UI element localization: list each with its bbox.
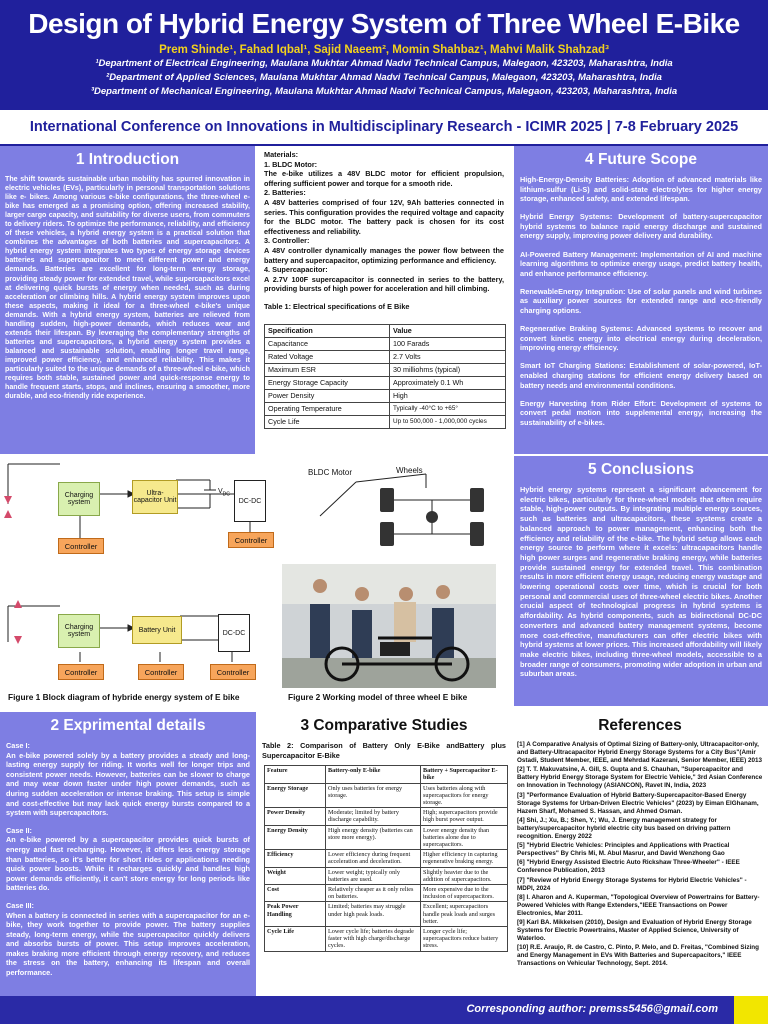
affiliation-1: ¹Department of Electrical Engineering, Maulana Mukhtar Ahmad Nadvi Technical Campus, Malegaon, 423203, Maharashtra, India [95, 58, 673, 69]
comp-cell: Weight [265, 867, 326, 884]
case2-text: An e-bike powered by a supercapacitor provides quick bursts of energy and fast recharging. However, it offers less energy storage than batteries, so it's better for short rides or applications needing quick power boosts. While it recharges quickly and handles high power demands efficiently, it can't store energy for long periods like batteries do. [6, 835, 250, 893]
comp-cell: Lower weight; typically only batteries are used. [326, 867, 421, 884]
future-scope-title: 4 Future Scope [585, 151, 697, 168]
spec-table-header [265, 324, 506, 337]
figure2-caption: Figure 2 Working model of three wheel E bike [288, 692, 468, 702]
comp-cell: Longer cycle life; supercapacitors reduce battery stress. [421, 927, 508, 952]
conference-banner: International Conference on Innovations in Multidisciplinary Research - ICIMR 2025 | 7-8 February 2025 [0, 111, 768, 146]
reference-item: [6] "Hybrid Energy Assisted Electric Auto Rickshaw Three-Wheeler" - IEEE Conference Publication, 2013 [517, 859, 740, 875]
case2-label: Case II: [6, 825, 32, 835]
diagram-controller-bottom-middle: Controller [138, 664, 184, 680]
future-item: Regenerative Braking Systems: Advanced systems to recover and convert kinetic energy into electrical energy during deceleration, improving energy efficiency. [520, 324, 762, 353]
comp-header-battery: Battery-only E-bike [326, 766, 421, 783]
future-scope-panel [514, 146, 768, 454]
spec-table [264, 324, 506, 429]
working-model-photo [282, 564, 496, 688]
spec-cell: Maximum ESR [265, 363, 390, 376]
diagram-controller-top-right: Controller [228, 532, 274, 548]
diagram-controller-bottom-left: Controller [58, 664, 104, 680]
material-supercap-text: A 2.7V 100F supercapacitor is connected in series to the battery, providing bursts of high power for acceleration and hill climbing. [264, 274, 504, 294]
spec-cell: 2.7 Volts [390, 350, 506, 363]
figure1-caption: Figure 1 Block diagram of hybride energy system of E bike [8, 692, 240, 702]
comp-cell: Energy Density [265, 825, 326, 850]
diagram-charging-system-bottom: Charging system [58, 614, 100, 648]
comp-cell: Slightly heavier due to the addition of supercapacitors. [421, 867, 508, 884]
comp-cell: Higher efficiency in capturing regenerative braking energy. [421, 850, 508, 867]
diagram-controller-top-left: Controller [58, 538, 104, 554]
diagram-controller-bottom-right: Controller [210, 664, 256, 680]
diagram-ultracapacitor-unit: Ultra-capacitor Unit [132, 480, 178, 514]
working-model-photo-illustration [282, 564, 496, 688]
reference-item: [3] "Performance Evaluation of Hybrid Battery-Supercapacitor-Based Energy Storage Systems for Urban-Driven Electric Vehicles" (2023) by Eiman ElGhanam, Hazem Sharf, Mohamed S. Hassan, and Ahmed Osman. [517, 791, 759, 815]
wheels-label: Wheels [396, 466, 423, 475]
references-panel [512, 712, 768, 996]
introduction-title: 1 Introduction [75, 151, 180, 168]
table-row [265, 902, 508, 927]
comparative-title: 3 Comparative Studies [300, 717, 468, 734]
materials-heading: Materials: [264, 150, 299, 159]
comparison-table [264, 765, 508, 951]
material-controller-text: A 48V controller dynamically manages the power flow between the battery and supercapacitor, optimizing performance and efficiency. [264, 245, 504, 265]
comparative-panel [258, 712, 510, 996]
spec-cell: Capacitance [265, 337, 390, 350]
comp-cell: More expensive due to the inclusion of supercapacitors. [421, 885, 508, 902]
table-row [265, 885, 508, 902]
case1-label: Case I: [6, 741, 30, 750]
comp-cell: Peak Power Handling [265, 902, 326, 927]
spec-cell: Cycle Life [265, 415, 390, 428]
comp-cell: High energy density (batteries can store more energy). [326, 825, 421, 850]
comp-header-hybrid: Battery + Supercapacitor E-bike [421, 766, 508, 783]
figure2-panel [276, 456, 514, 706]
reference-item: [4] Shi, J.; Xu, B.; Shen, Y.; Wu, J. Energy management strategy for battery/supercapacitor hybrid electric city bus based on driving pattern recognition. Energy 2022 [517, 816, 731, 841]
comp-cell: Uses batteries along with supercapacitors for energy storage. [421, 783, 508, 808]
material-batteries-label: 2. Batteries: [264, 188, 306, 198]
future-item: Smart IoT Charging Stations: Establishment of solar-powered, IoT-enabled charging stations for efficient energy delivery based on battery needs and environmental conditions. [520, 361, 762, 390]
case1-text: An e-bike powered solely by a battery provides a steady and long-lasting energy supply for riding. It works well for longer trips and consistent power needs. However, batteries can be slower to charge and may wear down faster under high power demands, such as during sudden acceleration or intense braking. This setup is simple and cost-effective but may lack quick energy bursts compared to a system with supercapacitors. [6, 750, 250, 818]
conclusions-text: Hybrid energy systems represent a significant advancement for electric bikes, particularly for three-wheel models that often require stable, high-power outputs. By integrating multiple energy sources, such as batteries and ultracapacitors, these systems create a balanced approach to power management, enhancing both the efficiency and reliability of the e-bike. The hybrid setup allows each energy source to perform where it excels: ultracapacitors handle high power surges and regenerative braking energy, while batteries provide sustained energy for extended travel. This combination results in more efficient energy usage, reducing energy wastage and lowering operational costs over time, which is crucial for both personal and commercial uses of three-wheel electric bikes. Another crucial aspect of technological progress in hybrid systems is affordability. As hybrid components, such as bidirectional DC-DC converters and advanced battery management systems, become more cost-effective, manufacturers can offer electric bikes with hybrid systems at lower prices. This increased affordability will likely make electric bikes, including three-wheel models, accessible to a broader range of consumers, promoting wider adoption in urban and suburban areas. [520, 485, 762, 679]
reference-item: [1] A Comparative Analysis of Optimal Sizing of Battery-only, Ultracapacitor-only, and Battery-Ultracapacitor Hybrid Energy Storage Systems for a City Bus"(Amir Ostadi, Student Member, IEEE, and Mehrdad Kazerani, Senior Member, IEEE) 2013 [517, 741, 762, 765]
spec-cell: 100 Farads [390, 337, 506, 350]
table-row [265, 927, 508, 952]
material-controller-label: 3. Controller: [264, 236, 310, 246]
table-row [265, 783, 508, 808]
table2-caption: Table 2: Comparison of Battery Only E-Bike andBattery plus Supercapacitor E-Bike [262, 741, 506, 760]
spec-cell: Power Density [265, 389, 390, 402]
experimental-panel [0, 712, 256, 996]
future-item: Energy Harvesting from Rider Effort: Development of systems to convert pedal motion into supplemental energy, increasing the sustainability of e-bikes. [520, 398, 762, 427]
case3-text: When a battery is connected in series with a supercapacitor for an e-bike, they work together to provide power. The battery supplies steady, long-term energy, while the supercapacitor quickly delivers and absorbs bursts of power. This setup improves acceleration, makes braking more efficient through energy recovery, and reduces the stress on the battery, enhancing its lifespan and overall performance. [6, 910, 250, 978]
spec-cell: Typically -40°C to +65° [390, 402, 506, 415]
table-row [265, 415, 506, 428]
spec-cell: Rated Voltage [265, 350, 390, 363]
footer-accent-block [734, 996, 768, 1024]
table-row [265, 363, 506, 376]
diagram-charging-system-top: Charging system [58, 482, 100, 516]
poster-header [0, 0, 768, 110]
affiliation-2: ²Department of Applied Sciences, Maulana Mukhtar Ahmad Nadvi Technical Campus, Malegaon, 423203, Maharashtra, India [106, 72, 662, 83]
reference-item: [9] Karl BA. Mikkelsen (2010), Design and Evaluation of Hybrid Energy Storage Systems for Electric Powertrains, Master of Applied Science, University of Waterloo. [517, 918, 752, 943]
introduction-panel [0, 146, 255, 454]
table-row [265, 808, 508, 825]
future-item: High-Energy-Density Batteries: Adoption of advanced materials like lithium-sulfur (Li-S) and solid-state electrolytes for higher energy storage, enhanced safety, and extended lifespan. [520, 175, 762, 204]
material-bldc-text: The e-bike utilizes a 48V BLDC motor for efficient propulsion, offering sufficient power and torque for a smooth ride. [264, 169, 504, 188]
reference-item: [8] I. Aharon and A. Kuperman, "Topological Overview of Powertrains for Battery-Powered Vehicles with Range Extenders,"IEEE Transactions on Power Electronics, Mar 2011. [517, 893, 760, 917]
comp-cell: Only uses batteries for energy storage. [326, 783, 421, 808]
table-row [265, 376, 506, 389]
comp-cell: Energy Storage [265, 783, 326, 808]
future-item: AI-Powered Battery Management: Implementation of AI and machine learning algorithms to optimize energy usage, predict battery health, and enhance performance efficiency. [520, 249, 762, 278]
spec-header-value: Value [390, 324, 506, 337]
comp-cell: Limited; batteries may struggle under high peak loads. [326, 902, 421, 927]
corresponding-author: Corresponding author: premss5456@gmail.com [466, 1003, 718, 1015]
table-row [265, 402, 506, 415]
material-bldc-label: 1. BLDC Motor: [264, 159, 318, 169]
reference-item: [5] "Hybrid Electric Vehicles: Principles and Applications with Practical Perspectives" By Chris Mi, M. Abul Masrur, and David Wenzhong Gao [517, 842, 730, 858]
spec-cell: 30 milliohms (typical) [390, 363, 506, 376]
case3-label: Case III: [6, 900, 34, 910]
comp-cell: Lower cycle life; batteries degrade faster with high charge/discharge cycles. [326, 927, 421, 952]
comp-cell: Power Density [265, 808, 326, 825]
conclusions-title: 5 Conclusions [588, 461, 694, 478]
diagram-dcdc-top: DC-DC [234, 480, 266, 522]
comp-header-feature: Feature [265, 766, 326, 783]
table-row [265, 350, 506, 363]
experimental-title: 2 Exprimental details [50, 717, 206, 734]
conclusions-panel [514, 456, 768, 706]
reference-item: [7] "Review of Hybrid Energy Storage Systems for Hybrid Electric Vehicles" - MDPI, 2024 [517, 876, 747, 892]
reference-item: [2] T. T. Makuvatsine, A. Gill, S. Gupta and S. Chauhan, "Supercapacitor and Battery Hybrid Energy Storage System for Electric Vehicle," 3rd Asian Conference on Innovation in Technology (ASIANCON), Ravet IN, India, 2023 [517, 766, 763, 790]
comp-cell: Lower energy density than batteries alone due to supercapacitors. [421, 825, 508, 850]
table-row [265, 825, 508, 850]
reference-item: [10] R.E. Araujo, R. de Castro, C. Pinto, P. Melo, and D. Freitas, "Combined Sizing and Energy Management in EVs With Batteries and Supercapacitors," IEEE Transactions on Vehicular Technology, Sept. 2014. [517, 944, 759, 968]
future-item: RenewableEnergy Integration: Use of solar panels and wind turbines as auxiliary power sources for extended range and eco-friendly charging options. [520, 286, 762, 316]
materials-panel [259, 146, 509, 454]
comparison-header-row [265, 766, 508, 783]
table-row [265, 850, 508, 867]
comp-cell: Cost [265, 885, 326, 902]
future-item: Hybrid Energy Systems: Development of battery-supercapacitor hybrid systems to balance rapid energy discharge and sustained energy supply, improving power delivery and durability. [520, 212, 762, 241]
spec-cell: Operating Temperature [265, 402, 390, 415]
table-row [265, 337, 506, 350]
figure1-block-diagram [0, 456, 272, 706]
drivetrain-sketch [276, 456, 514, 556]
spec-cell: High [390, 389, 506, 402]
bldc-motor-label: BLDC Motor [308, 468, 353, 477]
comp-cell: Cycle Life [265, 927, 326, 952]
comp-cell: Lower efficiency during frequent acceleration and deceleration. [326, 850, 421, 867]
introduction-text: The shift towards sustainable urban mobility has spurred innovation in electric vehicles (EVs), particularly in personal transportation solutions like e- bikes. Among various e-bike configurations, the three-wheel e-bike has emerged as a promising option, offering increased stability, larger cargo capacity, and suitability for diverse users, from commuters to delivery riders. To optimize the performance, reliability, and efficiency of these vehicles, a hybrid energy system is a practical solution that combines the advantages of both batteries and supercapacitors. A hybrid energy system integrates two types of energy storage devices batteries and supercapacitor to meet different power and energy demands. Batteries are excellent for long-term energy storage, providing steady power for extended travel, while supercapacitors excel at delivering quick bursts of energy when needed, such as during acceleration or climbing hills. A hybrid energy system improves upon these aspects, making it ideal for a three-wheel e-bike's unique demands. With a hybrid energy system, batteries are relieved from handling sudden, high-power demands, which reduces wear and extends their lifespan. By leveraging the complementary strengths of batteries and supercapacitors, a hybrid energy system provides a balanced and sustainable solution, enabling longer travel range, improved power efficiency, and enhanced reliability. This makes it particularly suited to the unique demands of a three-wheel e-bike, which requires both stable, sustained power and quick-response energy to handle frequent starts, stops, and inclines, ensuring a smoother, more durable, and eco-friendly ride experience. [5, 175, 250, 401]
table1-caption: Table 1: Electrical specifications of E Bike [264, 301, 410, 311]
comp-cell: Excellent; supercapacitors handle peak loads and surges better. [421, 902, 508, 927]
table-row [265, 389, 506, 402]
spec-header-specification: Specification [265, 324, 390, 337]
comp-cell: Efficiency [265, 850, 326, 867]
spec-cell: Up to 500,000 - 1,000,000 cycles [390, 415, 506, 428]
affiliation-3: ³Department of Mechanical Engineering, Maulana Mukhtar Ahmad Nadvi Technical Campus, Malegaon, 423203, Maharashtra, India [90, 86, 678, 97]
material-batteries-text: A 48V batteries comprised of four 12V, 9Ah batteries connected in series. This configuration provides the required voltage and capacity for the BLDC motor. The battery pack is chosen for its cost effectiveness and reliability. [264, 197, 504, 236]
poster-title: Design of Hybrid Energy System of Three Wheel E-Bike [28, 8, 740, 39]
material-supercap-label: 4. Supercapacitor: [264, 265, 328, 275]
comp-cell: Relatively cheaper as it only relies on batteries. [326, 885, 421, 902]
references-title: References [598, 717, 682, 734]
diagram-battery-unit: Battery Unit [132, 616, 182, 644]
comp-cell: Moderate; limited by battery discharge capability. [326, 808, 421, 825]
spec-cell: Energy Storage Capacity [265, 376, 390, 389]
diagram-vdc-label: $V_{DC}$ [218, 488, 230, 498]
table-row [265, 867, 508, 884]
author-list: Prem Shinde¹, Fahad Iqbal¹, Sajid Naeem², Momin Shahbaz¹, Mahvi Malik Shahzad³ [159, 44, 609, 56]
footer-bar [0, 996, 734, 1024]
diagram-dcdc-bottom: DC-DC [218, 614, 250, 652]
comp-cell: High; supercapacitors provide high burst power output. [421, 808, 508, 825]
spec-cell: Approximately 0.1 Wh [390, 376, 506, 389]
